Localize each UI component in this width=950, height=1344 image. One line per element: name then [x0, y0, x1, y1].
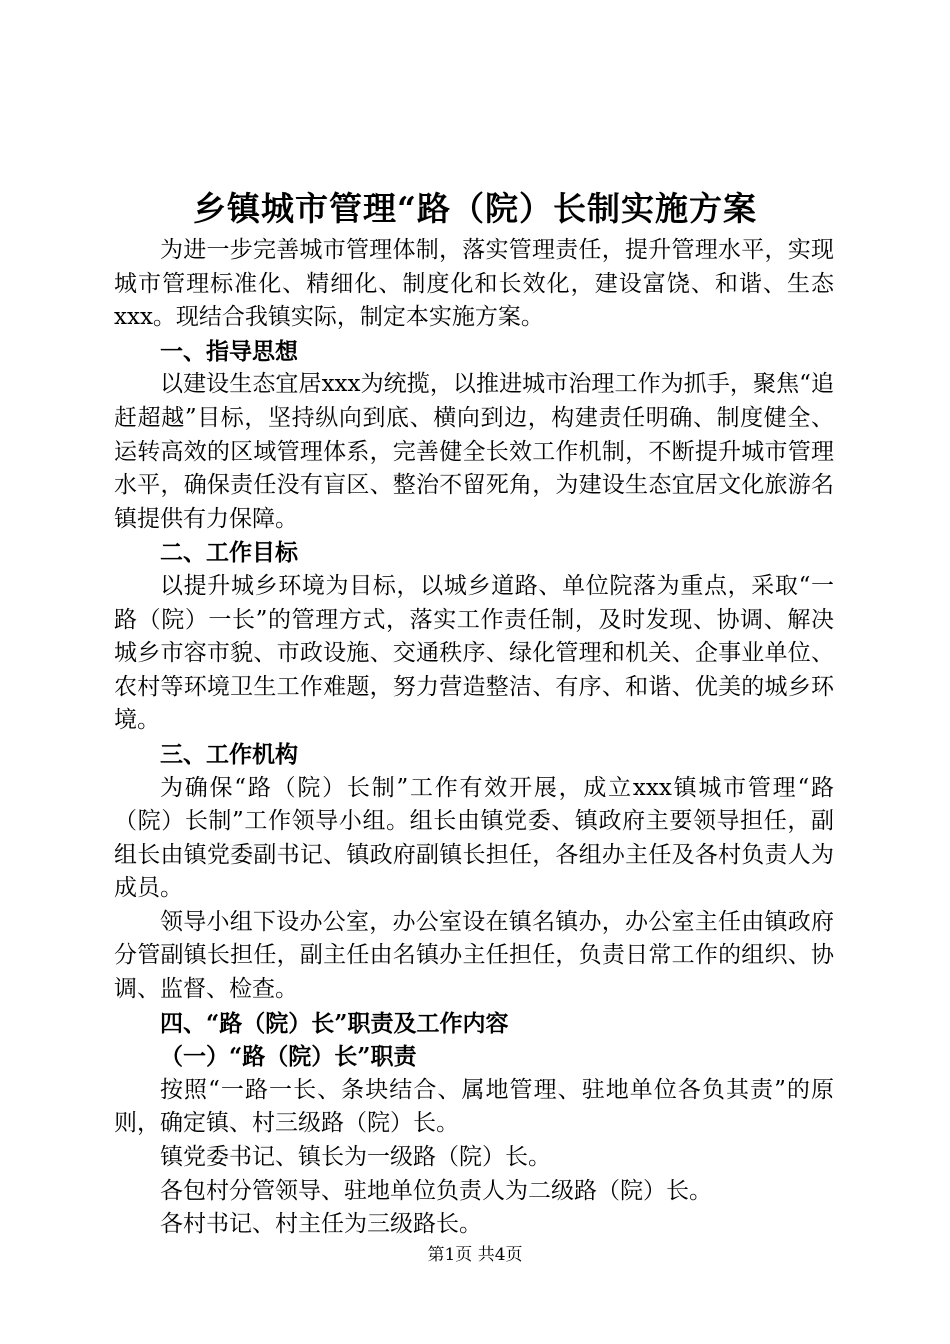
document-body [114, 234, 834, 1242]
paragraph: 各包村分管领导、驻地单位负责人为二级路（院）长。 [160, 1177, 712, 1204]
document-title: 乡镇城市管理“路（院）长制实施方案 [193, 189, 757, 228]
paragraph: 为确保“路（院）长制”工作有效开展，成立xxx镇城市管理“路（院）长制”工作领导小组。组长由镇党委、镇政府主要领导担任，副组长由镇党委副书记、镇政府副镇长担任，各组办主任及各村负责人为成员。 [114, 774, 834, 902]
page-number-footer: 第1页 共4页 [427, 1245, 523, 1265]
paragraph: 以建设生态宜居xxx为统揽，以推进城市治理工作为抓手，聚焦“追赶超越”目标，坚持纵向到底、横向到边，构建责任明确、制度健全、运转高效的区域管理体系，完善健全长效工作机制，不断提升城市管理水平，确保责任没有盲区、整治不留死角，为建设生态宜居文化旅游名镇提供有力保障。 [114, 371, 834, 532]
section-heading: 三、工作机构 [160, 740, 298, 768]
paragraph: 按照“一路一长、条块结合、属地管理、驻地单位各负其责”的原则，确定镇、村三级路（院）长。 [114, 1076, 834, 1137]
paragraph: 各村书记、村主任为三级路长。 [160, 1211, 482, 1238]
paragraph: 镇党委书记、镇长为一级路（院）长。 [160, 1144, 551, 1171]
section-heading: 二、工作目标 [160, 539, 298, 567]
intro-paragraph: 为进一步完善城市管理体制，落实管理责任，提升管理水平，实现城市管理标准化、精细化、制度化和长效化，建设富饶、和谐、生态xxx。现结合我镇实际，制定本实施方案。 [114, 237, 834, 331]
subsection-heading: （一）“路（院）长”职责 [160, 1043, 417, 1071]
section-heading: 一、指导思想 [160, 337, 298, 365]
section-heading: 四、“路（院）长”职责及工作内容 [160, 1009, 509, 1037]
paragraph: 领导小组下设办公室，办公室设在镇名镇办，办公室主任由镇政府分管副镇长担任，副主任由名镇办主任担任，负责日常工作的组织、协调、监督、检查。 [114, 908, 834, 1003]
paragraph: 以提升城乡环境为目标，以城乡道路、单位院落为重点，采取“一路（院）一长”的管理方式，落实工作责任制，及时发现、协调、解决城乡市容市貌、市政设施、交通秩序、绿化管理和机关、企事业单位、农村等环境卫生工作难题，努力营造整洁、有序、和谐、优美的城乡环境。 [114, 572, 834, 734]
